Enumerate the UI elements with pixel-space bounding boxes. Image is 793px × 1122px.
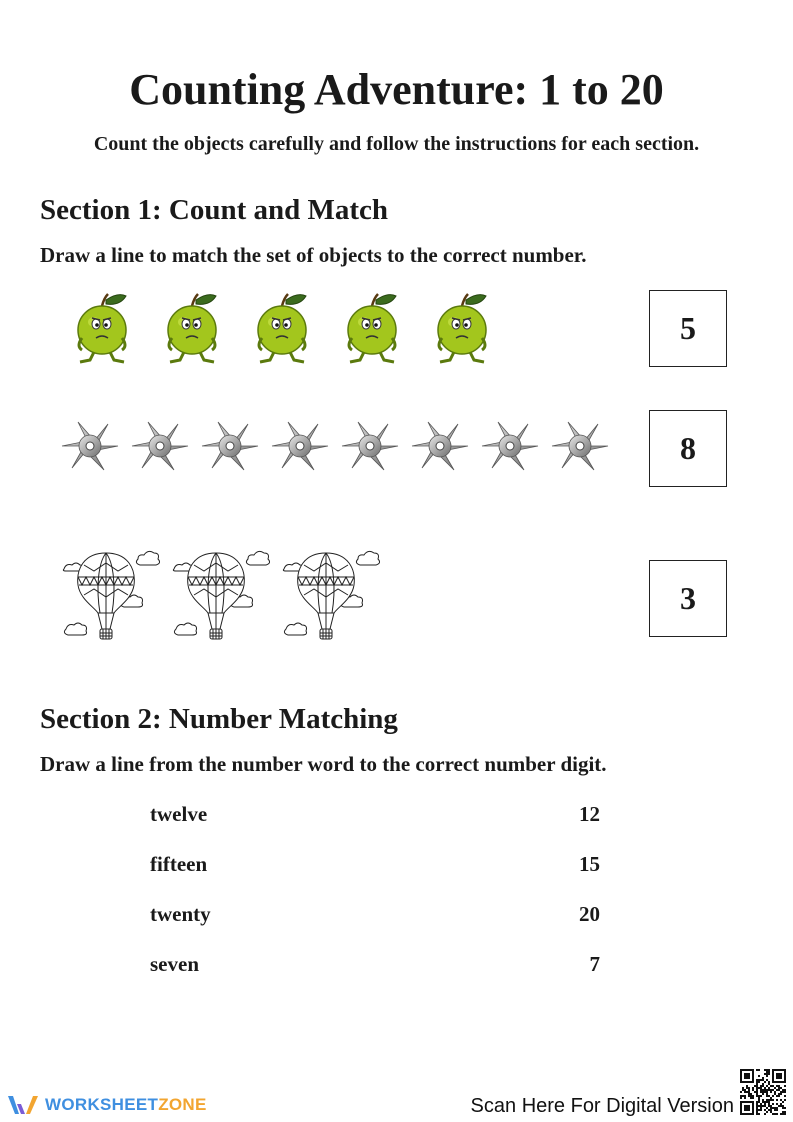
shuriken-icon [130,418,190,479]
count-row-balloons [60,549,620,649]
hot-air-balloon-icon [170,549,270,652]
apple-character-icon [342,292,402,369]
logo-w-icon [6,1092,40,1118]
number-box[interactable]: 5 [649,290,727,367]
apple-character-icon [252,292,312,369]
number-digit[interactable]: 20 [579,902,600,926]
apple-character-icon [72,292,132,369]
page-subtitle: Count the objects carefully and follow the instructions for each section. [93,133,700,155]
count-row-apples [60,292,620,372]
logo-text-part2: ZONE [158,1095,207,1114]
qr-code-icon[interactable] [740,1069,786,1115]
number-word[interactable]: twenty [150,902,211,926]
number-word[interactable]: fifteen [150,852,208,876]
worksheetzone-logo [6,1091,207,1119]
shuriken-icon [270,418,330,479]
number-digit[interactable]: 15 [579,852,600,876]
shuriken-icon [200,418,260,479]
number-box[interactable]: 8 [649,410,727,487]
shuriken-icon [340,418,400,479]
number-word[interactable]: twelve [150,802,208,826]
shuriken-icon [410,418,470,479]
shuriken-icon [60,418,120,479]
section1-instruction: Draw a line to match the set of objects to the correct number. [40,243,587,267]
scan-text: Scan Here For Digital Version [470,1095,734,1117]
section2-instruction: Draw a line from the number word to the correct number digit. [40,752,607,776]
page-title: Counting Adventure: 1 to 20 [129,65,664,114]
number-word[interactable]: seven [150,952,199,976]
hot-air-balloon-icon [280,549,380,652]
number-digit[interactable]: 12 [579,802,600,826]
shuriken-icon [550,418,610,479]
shuriken-icon [480,418,540,479]
section2-heading: Section 2: Number Matching [40,703,398,735]
count-row-shuriken [60,418,620,482]
number-box[interactable]: 3 [649,560,727,637]
number-digit[interactable]: 7 [589,952,600,976]
apple-character-icon [162,292,222,369]
apple-character-icon [432,292,492,369]
section1-heading: Section 1: Count and Match [40,194,389,226]
hot-air-balloon-icon [60,549,160,652]
logo-text-part1: WORKSHEET [45,1095,159,1114]
